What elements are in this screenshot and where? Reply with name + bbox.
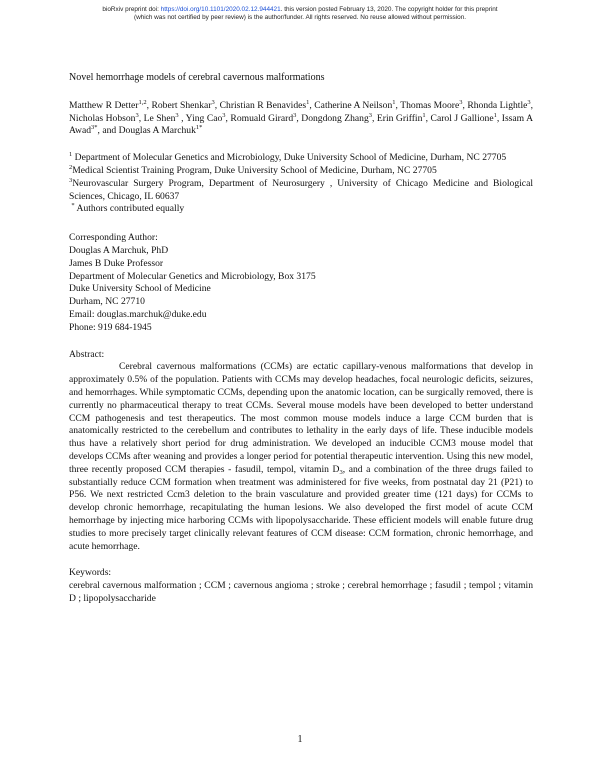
corresponding-line: Durham, NC 27710 xyxy=(69,296,145,308)
affiliation: $^3$Neurovascular Surgery Program, Department of Neurosurgery , University of Chicago Medicine and Biological Sciences, Chicago, IL 60637 xyxy=(69,176,533,202)
author: Issam A Awad$^{3*}$ xyxy=(69,112,534,137)
abstract-text: Cerebral cavernous malformations (CCMs) are ectatic capillary-venous malformations that develop in approximately 0.5% of the population. Patients with CCMs may develop headaches, focal neurologic deficits, seizures, and hemorrhages. While symptomatic CCMs, depending upon the anatomic location, can be surgically removed, there is currently no pharmaceutical therapy to treat CCMs. Several mouse models have been developed to better understand CCM pathogenesis and test therapeutics. The most common mouse models induce a large CCM burden that is anatomically restricted to the cerebellum and contributes to lethality in the early days of life. These inducible models thus have a relatively short period for drug administration. We developed an inducible CCM3 mouse model that develops CCMs after weaning and provides a longer period for potential therapeutic intervention. Using this new model, three recently proposed CCM therapies - fasudil, tempol, vitamin $D_3$, and a combination of the three drugs failed to substantially reduce CCM formation when treatment was administered for five weeks, from postnatal day 21 (P21) to P56. We next restricted Ccm3 deletion to the brain vasculature and provided greater time (121 days) for CCMs to develop chronic hemorrhage, recapitulating the human lesions. We also developed the first model of acute CCM hemorrhage by injecting mice harboring CCMs with lipopolysaccharide. These efficient models will enable future drug studies to more precisely target clinically relevant features of CCM disease: CCM formation, chronic hemorrhage, and acute hemorrhage. xyxy=(69,361,533,552)
authors-and: and xyxy=(102,125,117,137)
author: Matthew R Detter$^{1,2}$ xyxy=(69,98,147,111)
keywords-text: cerebral cavernous malformation ; CCM ; cavernous angioma ; stroke ; cerebral hemorrhage ; fasudil ; tempol ; vitamin D ; lipopolysaccharide xyxy=(69,580,533,604)
affiliation: $^1$ Department of Molecular Genetics and Microbiology, Duke University School of Medicine, Durham, NC 27705 xyxy=(69,151,507,164)
corresponding-line: Department of Molecular Genetics and Microbiology, Box 3175 xyxy=(69,270,316,282)
author: Romuald Girard$^3$ xyxy=(230,111,297,124)
affiliation-note: * Authors contributed equally xyxy=(71,202,185,215)
banner-line-1 xyxy=(0,6,600,14)
affiliation-list xyxy=(69,152,533,216)
author: Carol J Gallione$^1$ xyxy=(430,111,497,124)
author: Nicholas Hobson$^3$ xyxy=(69,111,139,124)
corresponding-author xyxy=(69,232,533,334)
corresponding-heading: Corresponding Author: xyxy=(69,232,158,244)
paper-title: Novel hemorrhage models of cerebral cavernous malformations xyxy=(69,72,325,83)
author: Erin Griffin$^1$ xyxy=(376,111,426,124)
banner-line1-rest: . this version posted February 13, 2020. The copyright holder for this preprint xyxy=(280,6,498,13)
banner-line-2: (which was not certified by peer review) is the author/funder. All rights reserved. No reuse allowed without permission. xyxy=(133,14,467,21)
keywords-heading: Keywords: xyxy=(69,567,112,579)
corresponding-phone: Phone: 919 684-1945 xyxy=(69,321,152,333)
author: Le Shen$^3$ xyxy=(143,111,179,124)
page-number: 1 xyxy=(297,734,303,745)
corresponding-email: Email: douglas.marchuk@duke.edu xyxy=(69,308,207,320)
author: Thomas Moore$^3$ xyxy=(400,98,463,111)
affiliation: $^2$Medical Scientist Training Program, Duke University School of Medicine, Durham, NC 27705 xyxy=(69,163,437,176)
paper-body xyxy=(69,72,533,606)
author-list: Matthew R Detter$^{1,2}$, Robert Shenkar$^3$, Christian R Benavides$^1$, Catherine A Neilson$^1$, Thomas Moore$^3$, Rhonda Lightle$^3$, Nicholas Hobson$^3$, Le Shen$^3$ , Ying Cao$^3$, Romuald Girard$^3$, Dongdong Zhang$^3$, Erin Griffin$^1$, Carol J Gallione$^1$, Issam A Awad$^{3*}$, and Douglas A Marchuk$^{1*}$ xyxy=(69,98,534,137)
author: Catherine A Neilson$^1$ xyxy=(314,98,396,111)
author: Douglas A Marchuk$^{1*}$ xyxy=(118,124,203,137)
author: Robert Shenkar$^3$ xyxy=(151,98,215,111)
doi-link[interactable]: https://doi.org/10.1101/2020.02.12.944421 xyxy=(160,6,281,13)
author: Ying Cao$^3$ xyxy=(185,111,226,124)
author: Dongdong Zhang$^3$ xyxy=(301,111,373,124)
corresponding-line: Duke University School of Medicine xyxy=(69,283,211,295)
author: Christian R Benavides$^1$ xyxy=(219,98,310,111)
corresponding-line: James B Duke Professor xyxy=(69,257,164,269)
banner-prefix: bioRxiv preprint doi: xyxy=(102,6,161,13)
preprint-banner xyxy=(0,6,600,22)
corresponding-line: Douglas A Marchuk, PhD xyxy=(69,244,169,256)
author: Rhonda Lightle$^3$ xyxy=(467,98,531,111)
abstract-heading: Abstract: xyxy=(69,348,105,360)
